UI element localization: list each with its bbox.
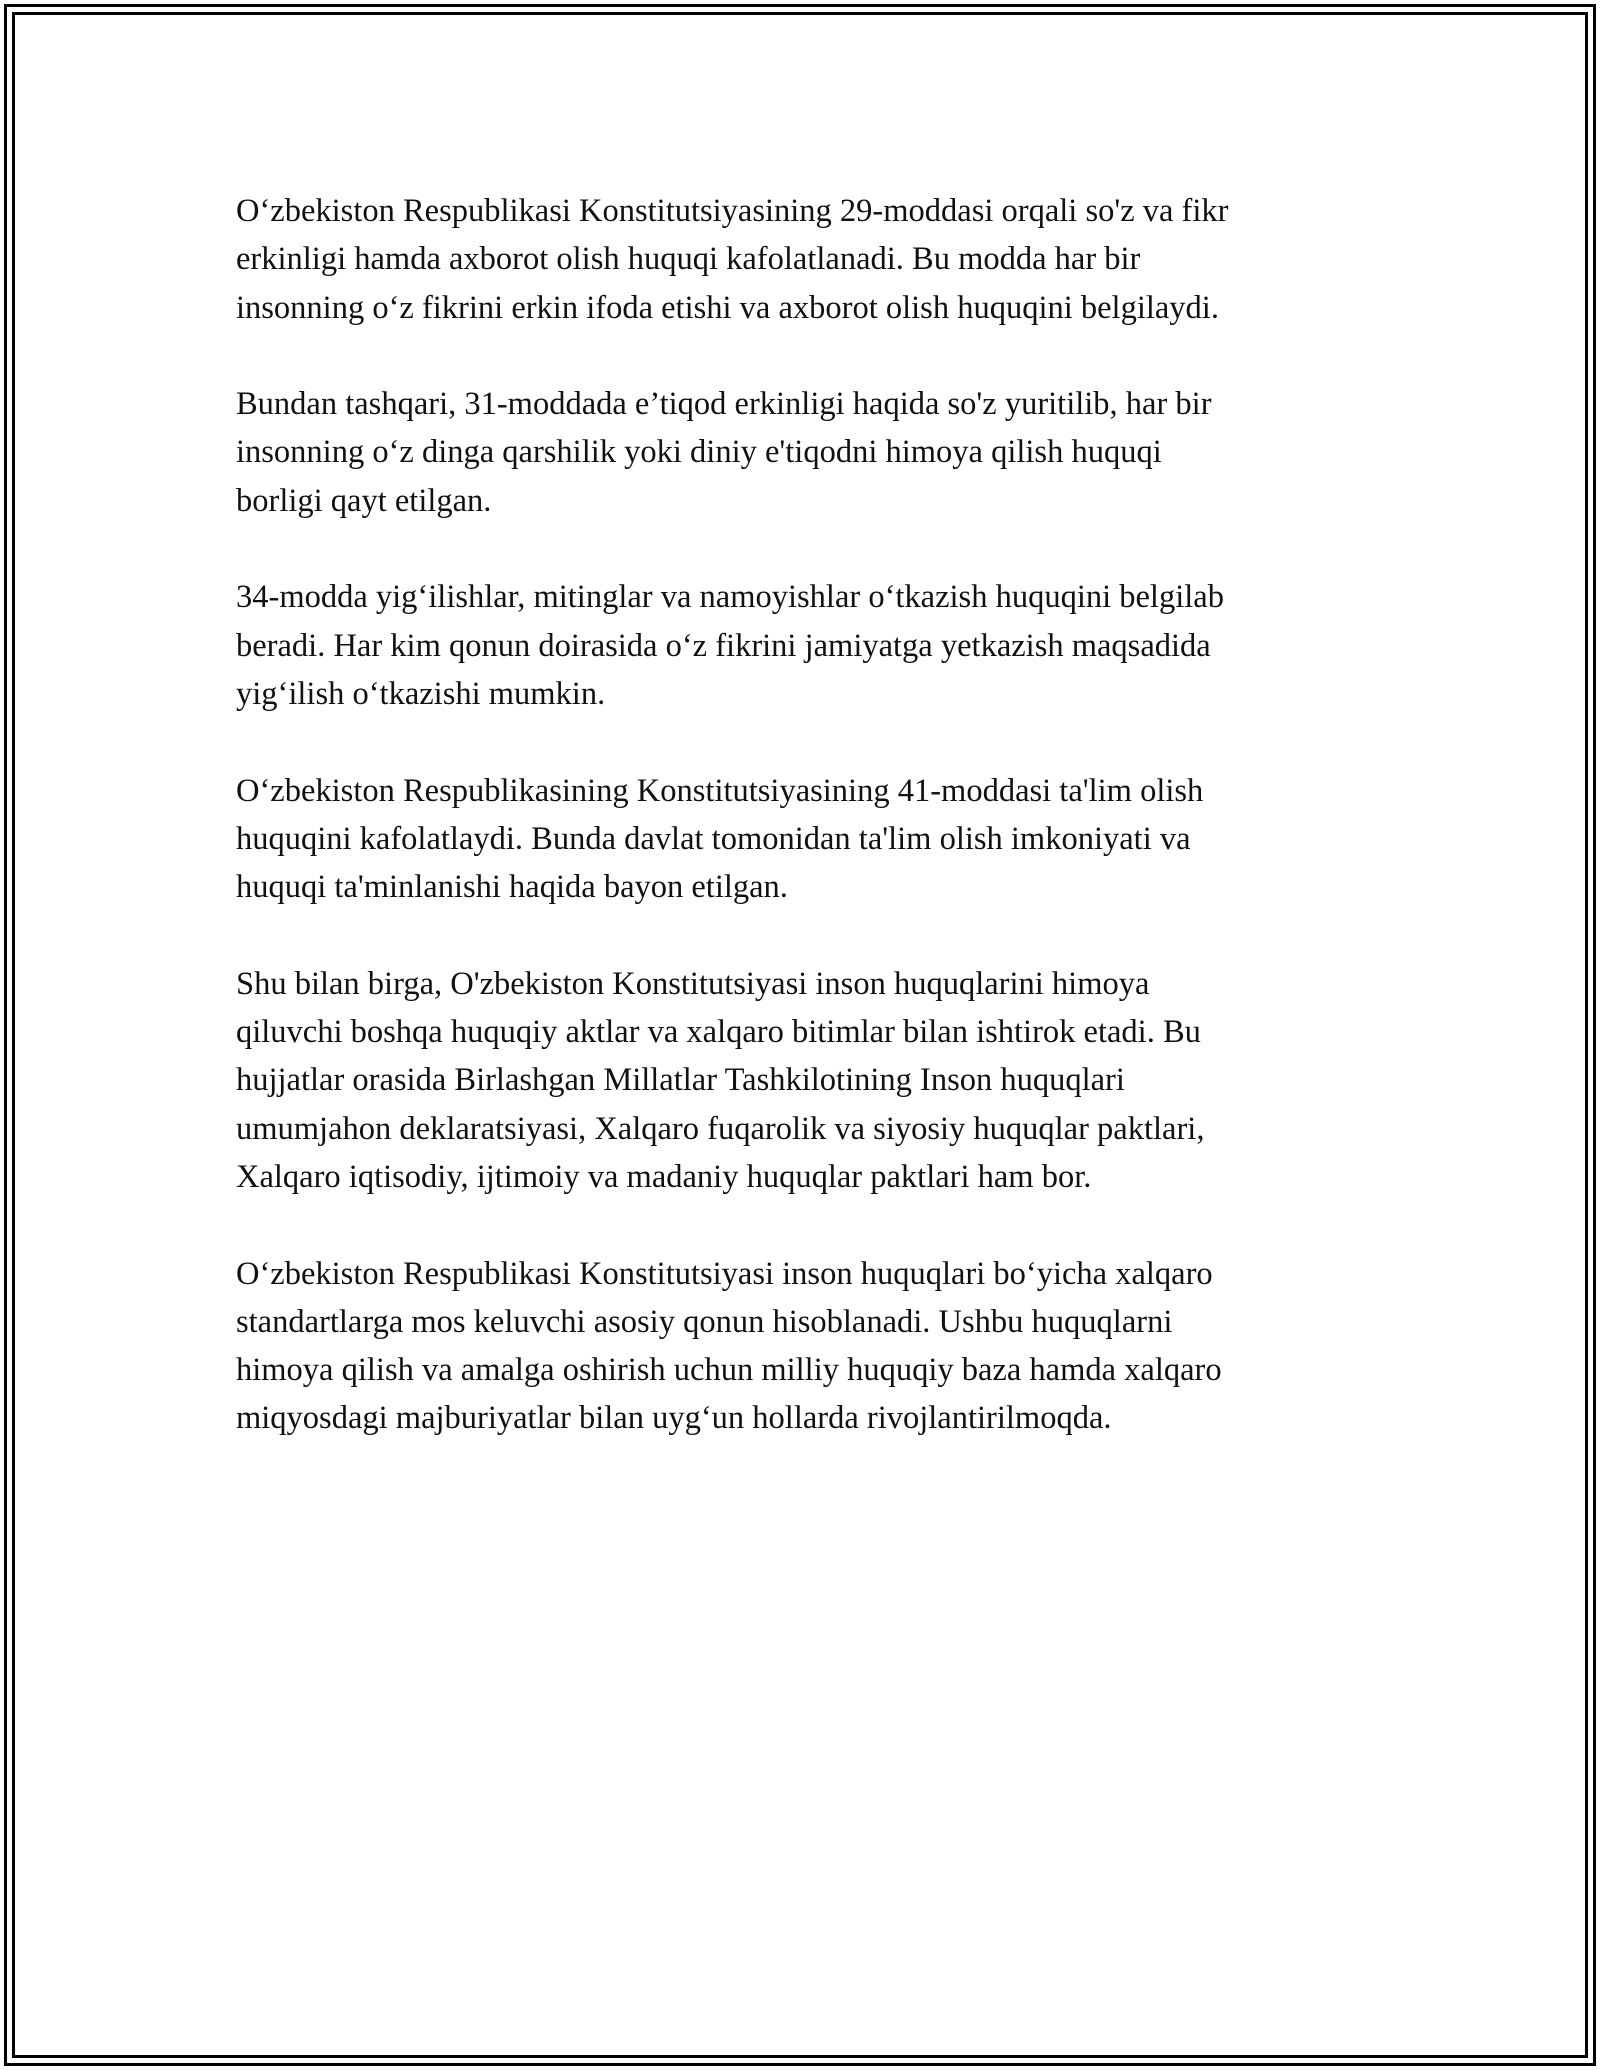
paragraph-article-41 bbox=[236, 767, 1376, 912]
text-line: 34-modda yig‘ilishlar, mitinglar va namoyishlar o‘tkazish huquqini belgilab bbox=[236, 579, 1224, 616]
text-line: Shu bilan birga, O'zbekiston Konstitutsiyasi inson huquqlarini himoya bbox=[236, 965, 1150, 1002]
text-line: huquqini kafolatlaydi. Bunda davlat tomonidan ta'lim olish imkoniyati va bbox=[236, 820, 1191, 857]
paragraph-article-34 bbox=[236, 573, 1376, 718]
text-line: himoya qilish va amalga oshirish uchun milliy huquqiy baza hamda xalqaro bbox=[236, 1352, 1222, 1389]
text-line: erkinligi hamda axborot olish huquqi kafolatlanadi. Bu modda har bir bbox=[236, 241, 1141, 278]
text-line: beradi. Har kim qonun doirasida o‘z fikrini jamiyatga yetkazish maqsadida bbox=[236, 627, 1211, 664]
text-line: qiluvchi boshqa huquqiy aktlar va xalqaro bitimlar bilan ishtirok etadi. Bu bbox=[236, 1014, 1201, 1051]
text-line: insonning o‘z fikrini erkin ifoda etishi va axborot olish huquqini belgilaydi. bbox=[236, 289, 1219, 326]
document-body bbox=[236, 187, 1376, 1491]
text-line: borligi qayt etilgan. bbox=[236, 482, 492, 519]
text-line: umumjahon deklaratsiyasi, Xalqaro fuqarolik va siyosiy huquqlar paktlari, bbox=[236, 1110, 1205, 1147]
paragraph-international-acts bbox=[236, 960, 1376, 1201]
paragraph-conclusion bbox=[236, 1250, 1376, 1443]
text-line: insonning o‘z dinga qarshilik yoki diniy e'tiqodni himoya qilish huquqi bbox=[236, 434, 1162, 471]
text-line: hujjatlar orasida Birlashgan Millatlar Tashkilotining Inson huquqlari bbox=[236, 1062, 1125, 1099]
text-line: miqyosdagi majburiyatlar bilan uyg‘un hollarda rivojlantirilmoqda. bbox=[236, 1400, 1112, 1437]
text-line: huquqi ta'minlanishi haqida bayon etilgan. bbox=[236, 869, 788, 906]
text-line: O‘zbekiston Respublikasi Konstitutsiyasining 29-moddasi orqali so'z va fikr bbox=[236, 193, 1229, 229]
text-line: standartlarga mos keluvchi asosiy qonun hisoblanadi. Ushbu huquqlarni bbox=[236, 1303, 1173, 1340]
paragraph-article-31 bbox=[236, 380, 1376, 525]
text-line: O‘zbekiston Respublikasi Konstitutsiyasi inson huquqlari bo‘yicha xalqaro bbox=[236, 1255, 1213, 1292]
text-line: Xalqaro iqtisodiy, ijtimoiy va madaniy huquqlar paktlari ham bor. bbox=[236, 1158, 1092, 1195]
text-line: Bundan tashqari, 31-moddada e’tiqod erkinligi haqida so'z yuritilib, har bir bbox=[236, 386, 1212, 423]
paragraph-article-29 bbox=[236, 187, 1376, 332]
text-line: yig‘ilish o‘tkazishi mumkin. bbox=[236, 675, 606, 712]
text-line: O‘zbekiston Respublikasining Konstitutsiyasining 41-moddasi ta'lim olish bbox=[236, 772, 1204, 809]
